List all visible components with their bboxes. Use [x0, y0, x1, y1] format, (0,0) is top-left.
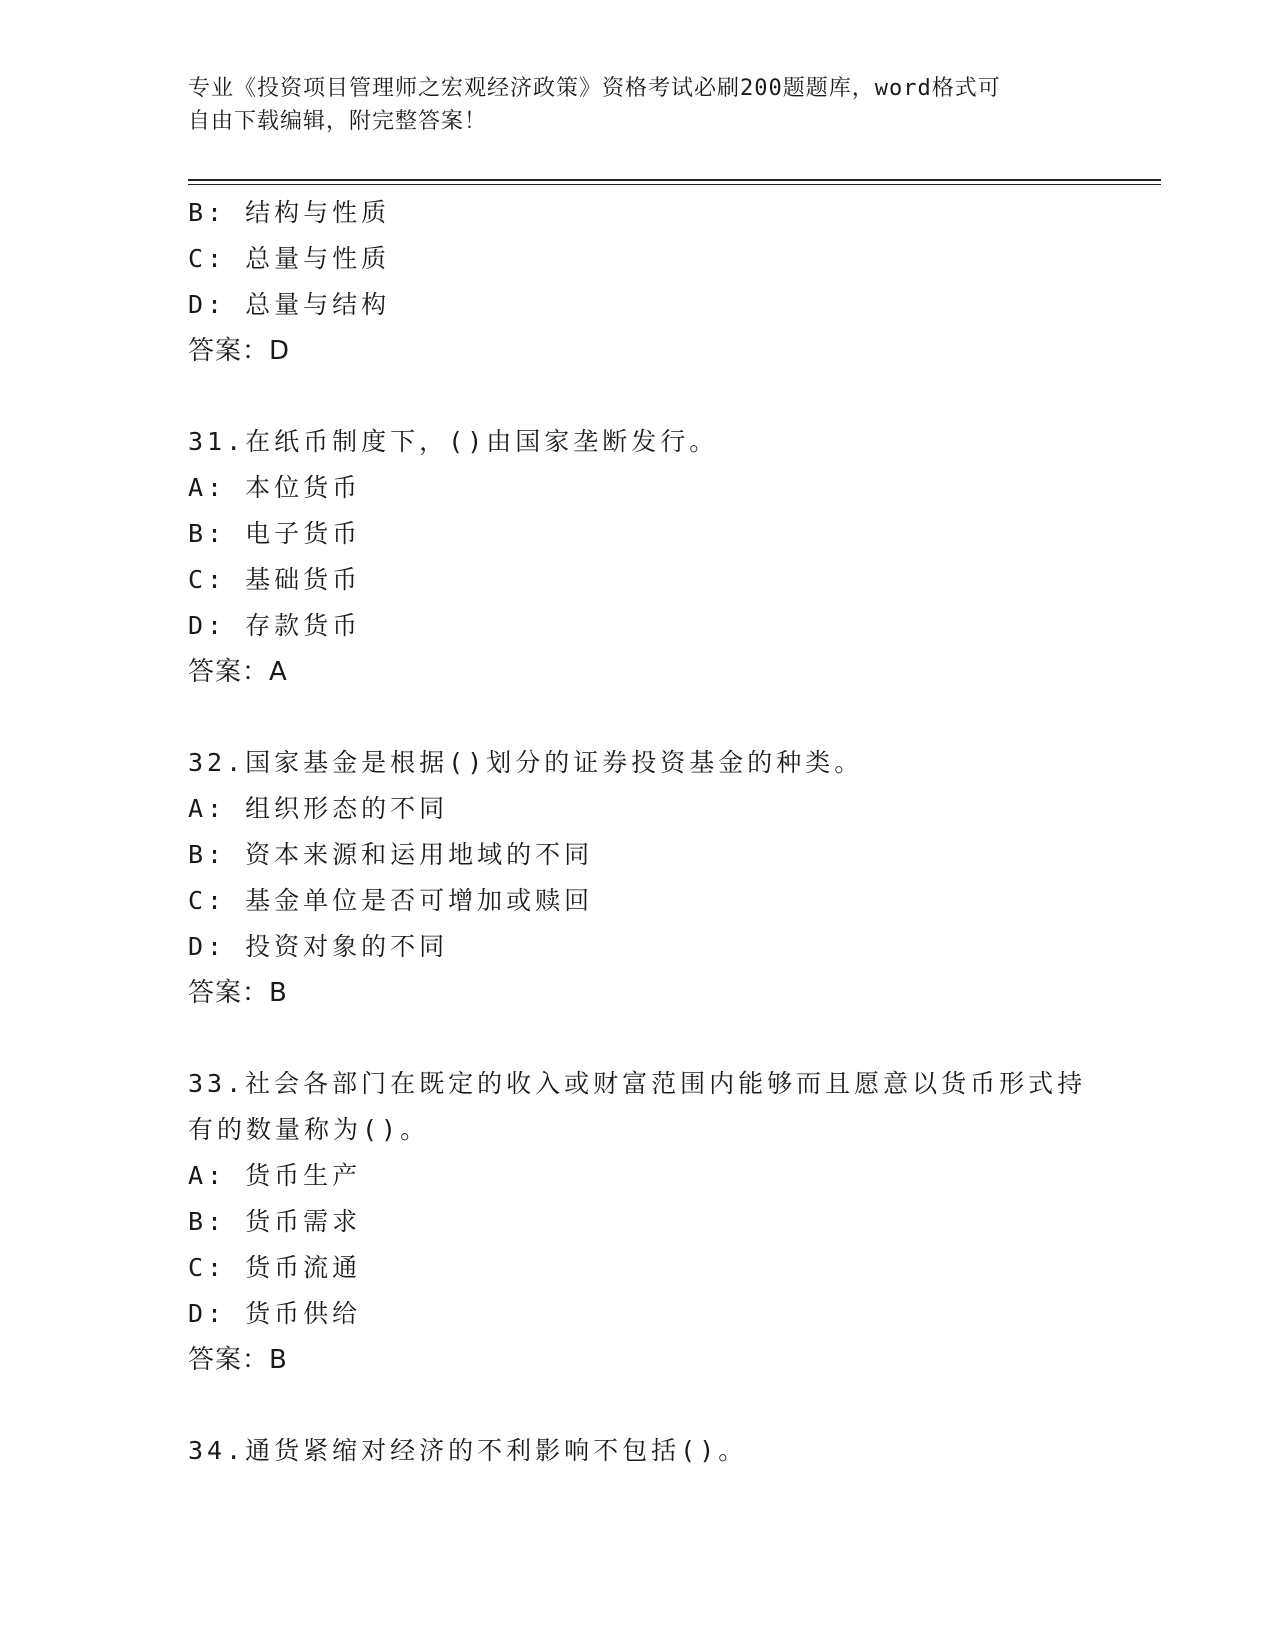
question-stem: 31.在纸币制度下，()由国家垄断发行。	[188, 427, 719, 456]
document-body	[188, 190, 1088, 1474]
option-b: B: 货币需求	[188, 1207, 362, 1236]
header-title-line-2: 自由下载编辑，附完整答案！	[188, 109, 488, 134]
question-33	[188, 1061, 1088, 1383]
option-a: A: 组织形态的不同	[188, 794, 449, 823]
option-d: D: 存款货币	[188, 611, 362, 640]
answer: 答案：B	[188, 978, 288, 1008]
option-d: D: 总量与结构	[188, 290, 391, 319]
question-stem: 34.通货紧缩对经济的不利影响不包括()。	[188, 1436, 748, 1465]
option-c: C: 总量与性质	[188, 244, 391, 273]
header-title-line-1: 专业《投资项目管理师之宏观经济政策》资格考试必刷200题题库，word格式可	[188, 76, 1001, 101]
option-c: C: 基础货币	[188, 565, 362, 594]
option-a: A: 货币生产	[188, 1161, 362, 1190]
question-32	[188, 740, 1088, 1016]
question-stem-line-2: 有的数量称为()。	[188, 1115, 430, 1144]
header-divider	[188, 179, 1161, 181]
option-b: B: 资本来源和运用地域的不同	[188, 840, 594, 869]
header-divider-thin	[188, 184, 1161, 185]
answer: 答案：A	[188, 657, 288, 687]
answer: 答案：D	[188, 336, 291, 366]
option-d: D: 货币供给	[188, 1299, 362, 1328]
question-34	[188, 1428, 1088, 1474]
option-b: B: 电子货币	[188, 519, 362, 548]
question-stem-line-1: 33.社会各部门在既定的收入或财富范围内能够而且愿意以货币形式持	[188, 1069, 1087, 1098]
option-a: A: 本位货币	[188, 473, 362, 502]
question-30-continued	[188, 190, 1088, 374]
answer: 答案：B	[188, 1345, 288, 1375]
question-31	[188, 419, 1088, 695]
option-d: D: 投资对象的不同	[188, 932, 449, 961]
option-c: C: 基金单位是否可增加或赎回	[188, 886, 594, 915]
option-c: C: 货币流通	[188, 1253, 362, 1282]
option-b: B: 结构与性质	[188, 198, 391, 227]
question-stem: 32.国家基金是根据()划分的证券投资基金的种类。	[188, 748, 864, 777]
document-header	[188, 72, 1068, 138]
